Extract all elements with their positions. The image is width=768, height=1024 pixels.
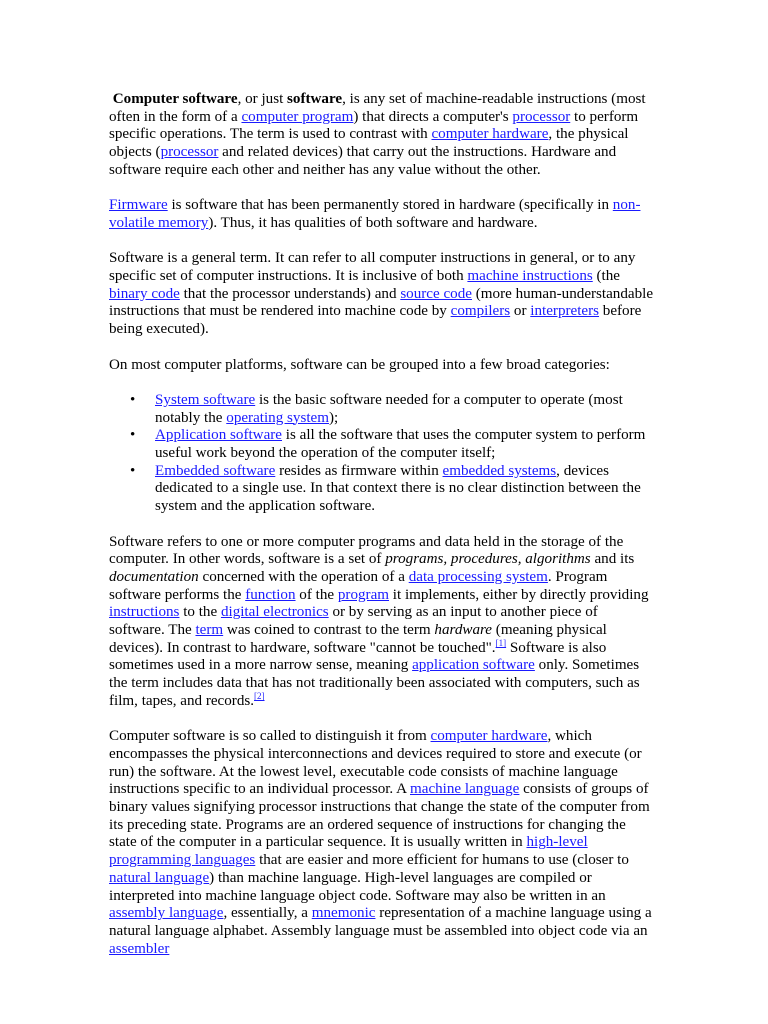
citation-link[interactable]: [1]	[495, 637, 507, 648]
link-instructions[interactable]: instructions	[109, 604, 180, 621]
link-assembler[interactable]: assembler	[109, 940, 170, 957]
paragraph-hardware-distinction: Computer software is so called to distinguish it from computer hardware, which encompasses the physical interconnections and devices required to store and execute (or run) the software. At the lowest level, executable code consists of machine language instructions specific to an individual processor. A machine language consists of groups of binary values signifying processor instructions that change the state of the computer from its preceding state. Programs are an ordered sequence of instructions for changing the state of the computer in a particular sequence. It is usually written in high-level programming languages that are easier and more efficient for humans to use (closer to natural language) than machine language. High-level languages are compiled or interpreted into machine language object code. Software may also be written in an assembly language, essentially, a mnemonic representation of a machine language using a natural language alphabet. Assembly language must be assembled into object code via an assembler	[109, 728, 652, 957]
link-computer-program[interactable]: computer program	[241, 108, 354, 125]
bold-term: software	[287, 91, 343, 107]
category-list	[109, 392, 657, 516]
list-item: • Application software is all the software that uses the computer system to perform useful work beyond the operation of the computer itself;	[130, 427, 646, 461]
bullet-icon: •	[130, 427, 136, 444]
paragraph-intro: Computer software, or just software, is any set of machine-readable instructions (most often in the form of a computer program) that directs a computer's processor to perform specific operations. The term is used to contrast with computer hardware, the physical objects (processor and related devices) that carry out the instructions. Hardware and software require each other and neither has any value without the other.	[109, 91, 646, 178]
link-application-software[interactable]: application software	[412, 657, 535, 674]
link-interpreters[interactable]: interpreters	[530, 303, 600, 320]
paragraph-general-term: Software is a general term. It can refer to all computer instructions in general, or to any specific set of computer instructions. It is inclusive of both machine instructions (the binary code that the processor understands) and source code (more human-understandable instructions that must be rendered into machine code by compilers or interpreters before being executed).	[109, 250, 654, 338]
link-term[interactable]: term	[195, 622, 224, 639]
link-compilers[interactable]: compilers	[450, 303, 511, 320]
link-computer-hardware[interactable]: computer hardware	[430, 728, 548, 745]
bullet-icon: •	[130, 391, 136, 408]
link-firmware[interactable]: Firmware	[109, 197, 168, 214]
list-item: • Embedded software resides as firmware within embedded systems, devices dedicated to a single use. In that context there is no clear distinction between the system and the application software.	[130, 462, 641, 515]
link-machine-instructions[interactable]: machine instructions	[467, 268, 593, 284]
bold-term: Computer software	[112, 91, 238, 107]
link-processor[interactable]: processor	[512, 108, 571, 125]
link-source-code[interactable]: source code	[400, 285, 472, 302]
link-digital-electronics[interactable]: digital electronics	[220, 604, 329, 621]
link-binary-code[interactable]: binary code	[109, 285, 180, 302]
link-operating-system[interactable]: operating system	[226, 409, 329, 426]
paragraph-software-definition: Software refers to one or more computer programs and data held in the storage of the computer. In other words, software is a set of programs, procedures, algorithms and its documentation concerned with the operation of a data processing system. Program software performs the function of the program it implements, either by directly providing instructions to the digital electronics or by serving as an input to another piece of software. The term was coined to contrast to the term hardware (meaning physical devices). In contrast to hardware, software "cannot be touched".[1] Software is also sometimes used in a more narrow sense, meaning application software only. Sometimes the term includes data that has not traditionally been associated with computers, such as film, tapes, and records.[2]	[109, 533, 649, 709]
bullet-icon: •	[130, 462, 136, 479]
link-machine-language[interactable]: machine language	[410, 781, 520, 798]
link-processor[interactable]: processor	[160, 144, 219, 161]
link-embedded-systems[interactable]: embedded systems	[442, 462, 557, 479]
link-embedded-software[interactable]: Embedded software	[155, 462, 276, 479]
link-assembly-language[interactable]: assembly language	[109, 905, 224, 922]
link-computer-hardware[interactable]: computer hardware	[431, 126, 549, 143]
list-item: • System software is the basic software needed for a computer to operate (most notably the operating system);	[130, 391, 623, 426]
link-natural-language[interactable]: natural language	[109, 869, 210, 886]
link-mnemonic[interactable]: mnemonic	[311, 905, 376, 922]
paragraph-categories-intro: On most computer platforms, software can be grouped into a few broad categories:	[109, 356, 610, 373]
link-data-processing-system[interactable]: data processing system	[408, 568, 548, 585]
link-application-software[interactable]: Application software	[155, 427, 282, 444]
document-body	[109, 91, 657, 976]
link-non-volatile-memory[interactable]: non-volatile memory	[109, 197, 641, 231]
citation-link[interactable]: [2]	[254, 690, 265, 701]
paragraph-firmware: Firmware is software that has been permanently stored in hardware (specifically in non-volatile memory). Thus, it has qualities of both software and hardware.	[109, 197, 641, 231]
link-high-level-programming-languages[interactable]: high-level programming languages	[109, 834, 588, 869]
link-program[interactable]: program	[337, 586, 390, 603]
link-system-software[interactable]: System software	[155, 391, 256, 408]
link-function[interactable]: function	[245, 586, 296, 603]
